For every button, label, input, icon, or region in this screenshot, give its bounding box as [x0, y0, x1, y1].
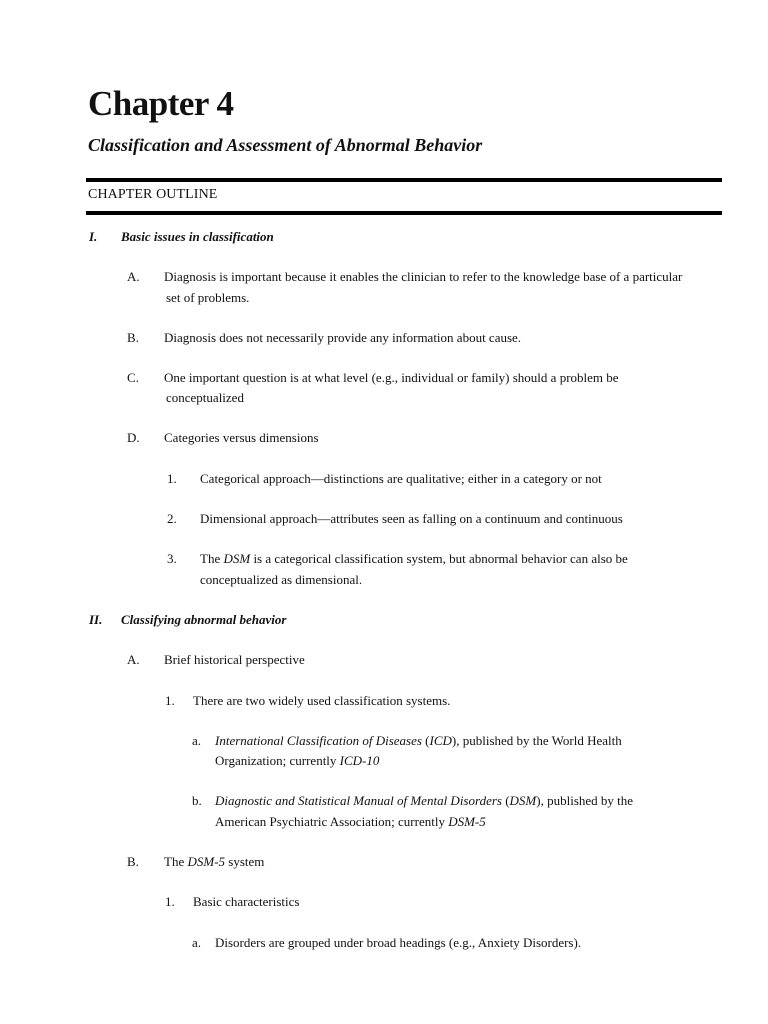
text-run-italic: DSM: [223, 551, 251, 566]
subitem-marker: 1.: [165, 693, 175, 708]
subsubitem-text: [215, 791, 633, 811]
text-run-italic: ICD: [429, 733, 452, 748]
section-numeral: I.: [89, 229, 98, 244]
text-run: is a categorical classification system, but abnormal behavior can also be: [250, 551, 628, 566]
text-run-italic: International Classification of Diseases: [215, 733, 422, 748]
item-marker: D.: [127, 430, 140, 445]
section-heading: Classifying abnormal behavior: [121, 612, 287, 627]
item-marker: C.: [127, 370, 139, 385]
item-text: Diagnosis does not necessarily provide any information about cause.: [164, 330, 522, 345]
item-text: [164, 852, 264, 872]
subsubitem-marker: a.: [192, 935, 202, 950]
subsubitem-marker: b.: [192, 793, 202, 808]
text-run: ), published by the World Health: [451, 733, 622, 748]
subitem-text: Dimensional approach—attributes seen as falling on a continuum and continuous: [200, 511, 623, 526]
item-marker: B.: [127, 854, 139, 869]
subsubitem-text: Disorders are grouped under broad headings (e.g., Anxiety Disorders).: [215, 935, 582, 950]
subitem-marker: 3.: [167, 551, 177, 566]
subitem-text: Basic characteristics: [193, 894, 300, 909]
item-marker: B.: [127, 330, 139, 345]
subitem-text-cont: conceptualized as dimensional.: [200, 572, 363, 587]
text-run-italic: DSM-5: [187, 854, 226, 869]
subsubitem-text: [215, 731, 622, 751]
subsubitem-marker: a.: [192, 733, 202, 748]
subitem-text: Categorical approach—distinctions are qualitative; either in a category or not: [200, 471, 602, 486]
subitem-marker: 2.: [167, 511, 177, 526]
bottom-rule: [86, 211, 722, 215]
text-run-italic: DSM: [509, 793, 537, 808]
text-run-italic: ICD-10: [339, 753, 380, 768]
item-text: Diagnosis is important because it enables the clinician to refer to the knowledge base of a particular: [164, 269, 683, 284]
text-run: system: [225, 854, 265, 869]
text-run: The: [164, 854, 188, 869]
text-run: (: [421, 733, 430, 748]
section-heading: Basic issues in classification: [121, 229, 274, 244]
item-text: Brief historical perspective: [164, 652, 305, 667]
section-numeral: II.: [89, 612, 103, 627]
top-rule: [86, 178, 722, 182]
text-run: ), published by the: [536, 793, 634, 808]
chapter-outline-label: CHAPTER OUTLINE: [88, 187, 218, 202]
text-run-italic: DSM-5: [448, 814, 486, 829]
subitem-text: [200, 549, 628, 569]
subsubitem-text-cont: [215, 812, 486, 832]
text-run: The: [200, 551, 224, 566]
item-text-cont: conceptualized: [166, 390, 244, 405]
item-text-cont: set of problems.: [166, 290, 250, 305]
subitem-text: There are two widely used classification systems.: [193, 693, 451, 708]
subitem-marker: 1.: [165, 894, 175, 909]
item-text: Categories versus dimensions: [164, 430, 319, 445]
item-marker: A.: [127, 269, 140, 284]
subitem-marker: 1.: [167, 471, 177, 486]
chapter-subtitle: Classification and Assessment of Abnormal Behavior: [88, 135, 483, 155]
text-run: Organization; currently: [215, 753, 340, 768]
item-text: One important question is at what level (e.g., individual or family) should a problem be: [164, 370, 619, 385]
item-marker: A.: [127, 652, 140, 667]
text-run-italic: Diagnostic and Statistical Manual of Mental Disorders: [215, 793, 502, 808]
text-run: (: [501, 793, 510, 808]
chapter-title: Chapter 4: [88, 84, 234, 123]
subsubitem-text-cont: [215, 751, 379, 771]
text-run: American Psychiatric Association; currently: [215, 814, 449, 829]
